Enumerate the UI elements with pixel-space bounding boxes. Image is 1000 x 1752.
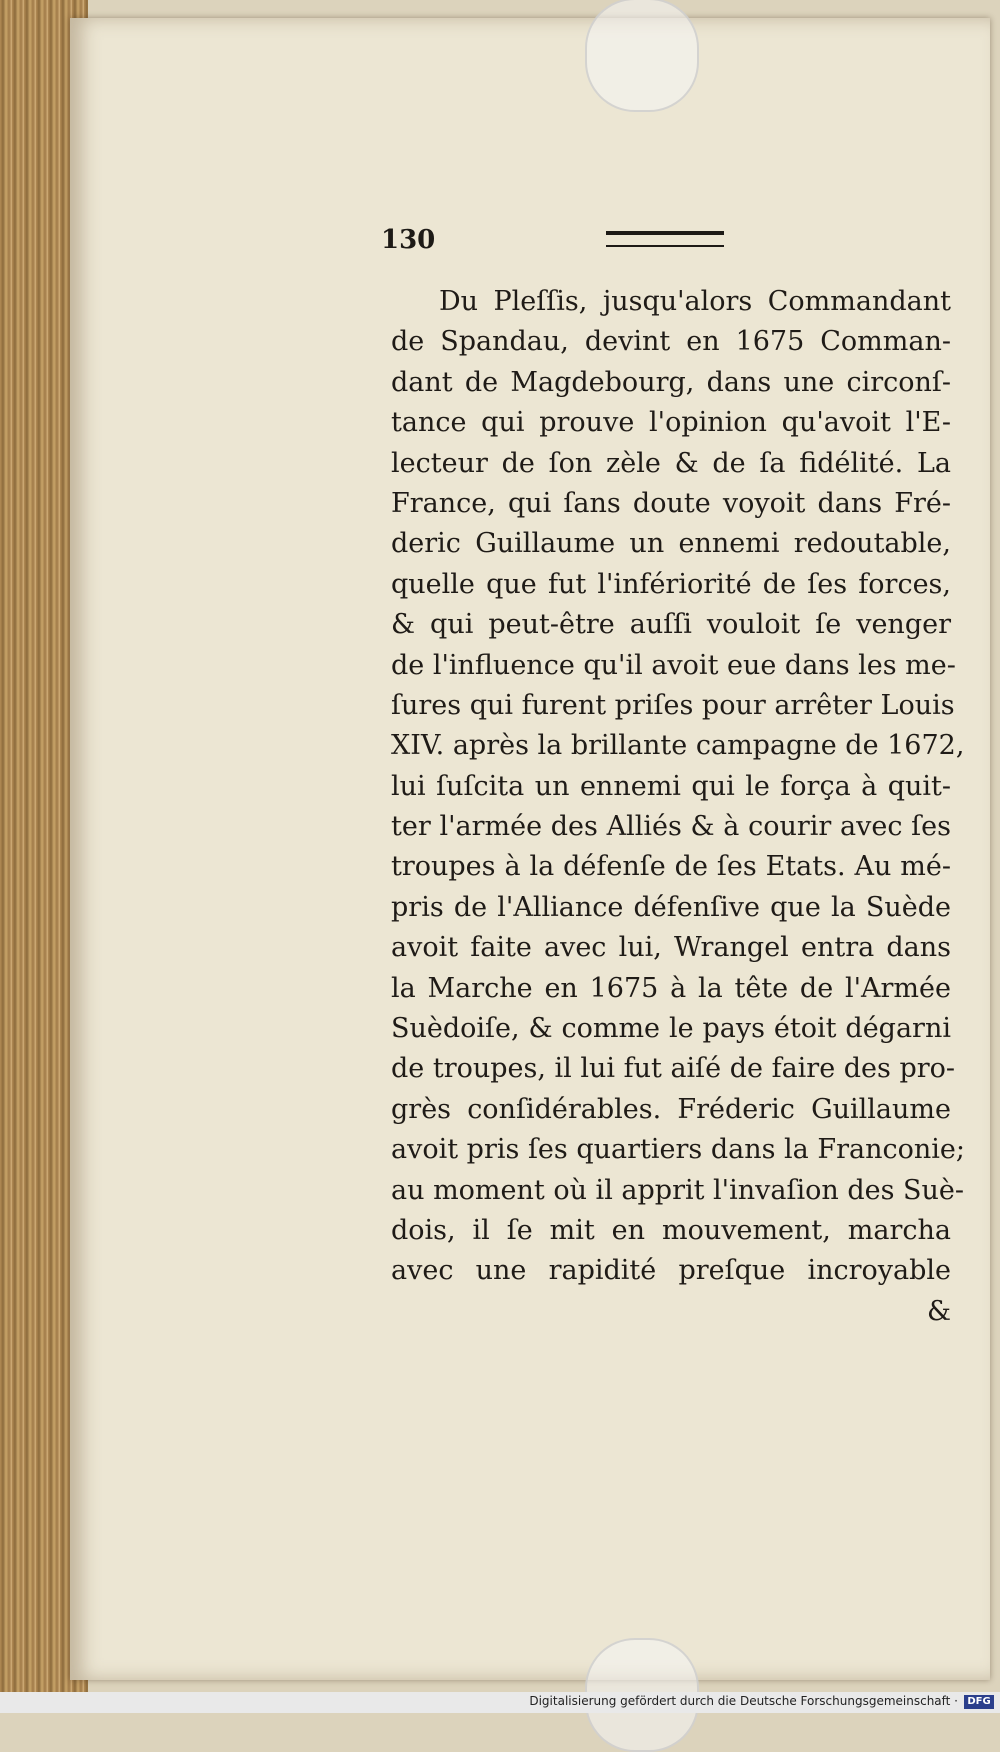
text-line: France, qui ſans doute voyoit dans Fré- bbox=[391, 487, 951, 519]
text-line: XIV. après la brillante campagne de 1672, bbox=[391, 730, 965, 762]
text-line: tance qui prouve l'opinion qu'avoit l'E- bbox=[391, 407, 951, 439]
dfg-logo: DFG bbox=[964, 1695, 994, 1709]
text-line: au moment où il apprit l'invaſion des Suè- bbox=[391, 1174, 965, 1206]
text-line: dant de Magdebourg, dans une circonſ- bbox=[391, 366, 951, 398]
text-line: avec une rapidité preſque incroyable bbox=[391, 1255, 951, 1287]
text-line: de troupes, il lui fut aiſé de faire des pro- bbox=[391, 1053, 956, 1085]
page-header bbox=[381, 225, 951, 265]
text-line: & qui peut-être auſſi vouloit ſe venger bbox=[391, 609, 951, 641]
text-line: troupes à la défenſe de ſes Etats. Au mé- bbox=[391, 851, 951, 883]
text-line: avoit pris ſes quartiers dans la Franconie; bbox=[391, 1134, 965, 1166]
text-line: avoit faite avec lui, Wrangel entra dans bbox=[391, 932, 951, 964]
header-rule bbox=[606, 231, 724, 247]
text-line: de Spandau, devint en 1675 Comman- bbox=[391, 326, 951, 358]
text-line: quelle que fut l'infériorité de ſes forces, bbox=[391, 568, 951, 600]
text-line: la Marche en 1675 à la tête de l'Armée bbox=[391, 972, 951, 1004]
text-line: lui ſuſcita un ennemi qui le força à quit- bbox=[391, 770, 951, 802]
page-clip-top bbox=[585, 0, 699, 112]
text-line: de l'influence qu'il avoit eue dans les me- bbox=[391, 649, 956, 681]
footer-credit: Digitalisierung gefördert durch die Deutsche Forschungsgemeinschaft · bbox=[529, 1694, 958, 1708]
text-line: deric Guillaume un ennemi redoutable, bbox=[391, 528, 951, 560]
text-line: Suèdoiſe, & comme le pays étoit dégarni bbox=[391, 1013, 951, 1045]
body-text bbox=[391, 282, 965, 1332]
text-line: grès conſidérables. Fréderic Guillaume bbox=[391, 1093, 951, 1125]
text-line: ſures qui furent priſes pour arrêter Louis bbox=[391, 689, 955, 721]
text-line: lecteur de ſon zèle & de ſa fidélité. La bbox=[391, 447, 951, 479]
footer-bar bbox=[0, 1692, 1000, 1713]
text-line: pris de l'Alliance défenſive que la Suède bbox=[391, 891, 951, 923]
text-line: ter l'armée des Alliés & à courir avec ſes bbox=[391, 811, 951, 843]
text-line: dois, il ſe mit en mouvement, marcha bbox=[391, 1214, 951, 1246]
page-number: 130 bbox=[381, 225, 436, 255]
text-line: Du Pleſſis, jusqu'alors Commandant bbox=[439, 286, 951, 317]
catchword: & bbox=[926, 1295, 951, 1327]
